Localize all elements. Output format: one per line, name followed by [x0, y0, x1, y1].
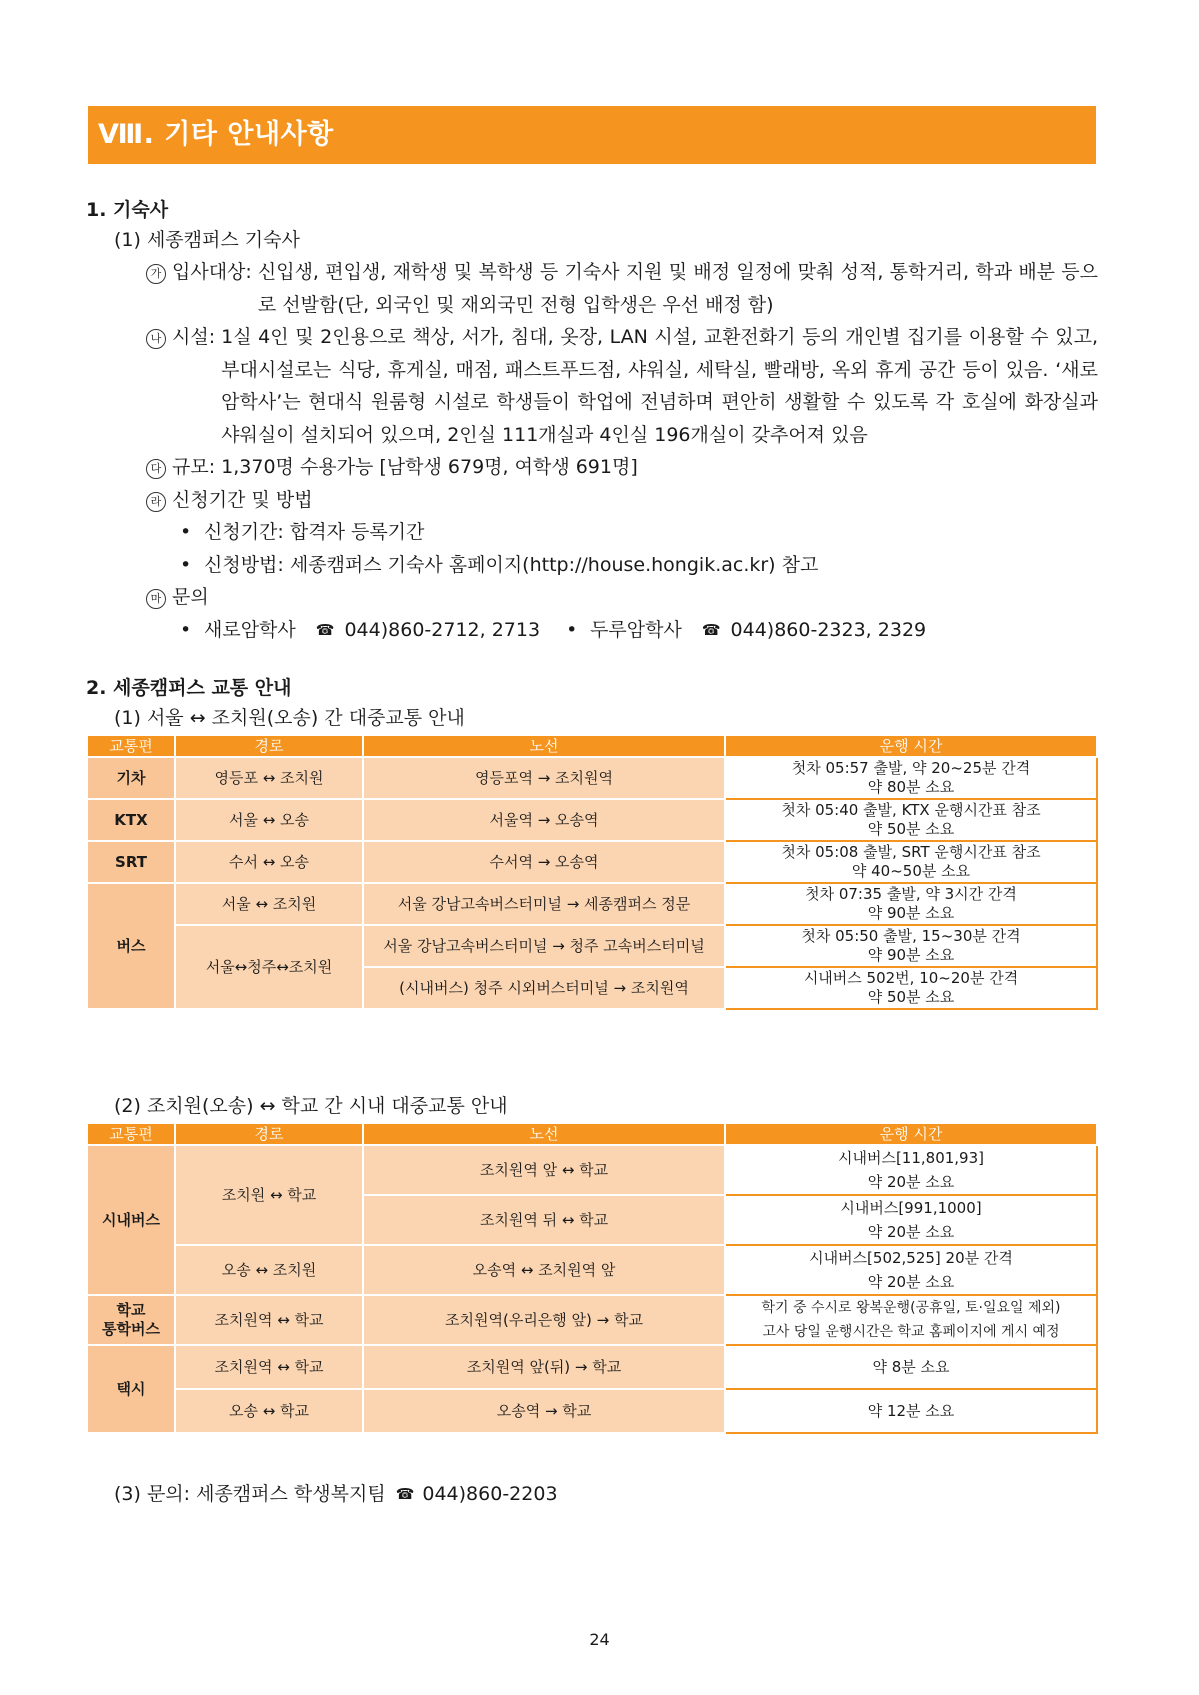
transport-heading: 2. 세종캠퍼스 교통 안내: [86, 677, 292, 699]
circled-marker: 라: [146, 492, 166, 512]
table-row: 서울↔청주↔조치원 서울 강남고속버스터미널 → 청주 고속버스터미널 첫차 05:50 출발, 15~30분 간격 약 90분 소요: [87, 925, 1097, 967]
item-label: 신청기간 및 방법: [172, 488, 313, 511]
dorm-contacts: [86, 614, 1098, 647]
transport-sub2: (2) 조치원(오송) ↔ 학교 간 시내 대중교통 안내: [114, 1095, 508, 1117]
table-row: 시내버스 조치원 ↔ 학교 조치원역 앞 ↔ 학교 시내버스[11,801,93] 약 20분 소요: [87, 1145, 1097, 1195]
local-transport-table: [86, 1122, 1098, 1434]
header-line: 노선: [363, 1123, 725, 1145]
seoul-transport-table: [86, 734, 1098, 1010]
dorm-subheading: (1) 세종캠퍼스 기숙사: [114, 229, 300, 251]
bullet-icon: •: [180, 521, 192, 543]
header-mode: 교통편: [87, 735, 175, 757]
table-row: 택시 조치원역 ↔ 학교 조치원역 앞(뒤) → 학교 약 8분 소요: [87, 1345, 1097, 1389]
contact-name: 새로암학사: [204, 618, 296, 641]
transport-sub1: (1) 서울 ↔ 조치원(오송) 간 대중교통 안내: [114, 707, 465, 729]
dorm-item-application: [86, 484, 1098, 517]
apply-period: • 신청기간: 합격자 등록기간: [86, 516, 1098, 549]
page-content: [86, 196, 1098, 1510]
header-route: 경로: [175, 1123, 363, 1145]
table-row: SRT 수서 ↔ 오송 수서역 → 오송역 첫차 05:08 출발, SRT 운행시간표 참조 약 40~50분 소요: [87, 841, 1097, 883]
phone-icon: ☎: [395, 1485, 415, 1503]
dorm-item-capacity: [86, 451, 1098, 484]
dorm-item-facilities: [86, 321, 1098, 451]
bullet-icon: •: [566, 618, 578, 641]
header-line: 노선: [363, 735, 725, 757]
circled-marker: 마: [146, 589, 166, 609]
table-row: 오송 ↔ 학교 오송역 → 학교 약 12분 소요: [87, 1389, 1097, 1433]
table-row: 버스 서울 ↔ 조치원 서울 강남고속버스터미널 → 세종캠퍼스 정문 첫차 07:35 출발, 약 3시간 간격 약 90분 소요: [87, 883, 1097, 925]
item-label: 입사대상:: [172, 261, 258, 283]
bullet-icon: •: [180, 553, 192, 576]
circled-marker: 다: [146, 459, 166, 479]
header-time: 운행 시간: [725, 735, 1097, 757]
header-route: 경로: [175, 735, 363, 757]
contact-phone: 044)860-2712, 2713: [344, 618, 541, 641]
apply-method: • 신청방법: 세종캠퍼스 기숙사 홈페이지(http://house.hongik.ac.kr) 참고: [86, 549, 1098, 582]
table-row: 학교 통학버스 조치원역 ↔ 학교 조치원역(우리은행 앞) → 학교 학기 중 수시로 왕복운행(공휴일, 토·일요일 제외) 고사 당일 운행시간은 학교 홈페이지에 게시 예정: [87, 1295, 1097, 1345]
contact-phone: 044)860-2323, 2329: [730, 618, 927, 641]
item-text: 1,370명 수용가능 [남학생 679명, 여학생 691명]: [221, 456, 638, 478]
transport-inquiry: (3) 문의: 세종캠퍼스 학생복지팀 ☎ 044)860-2203: [86, 1478, 1098, 1510]
item-text: 1실 4인 및 2인용으로 책상, 서가, 침대, 옷장, LAN 시설, 교환전화기 등의 개인별 집기를 이용할 수 있고, 부대시설로는 식당, 휴게실, 매점, 패스트푸드점, 샤워실, 세탁실, 빨래방, 옥외 휴게 공간 등이 있음. ‘새로암학사’는 현대식 원룸형 시설로 학생들이 학업에 전념하며 편안히 생활할 수 있도록 각 호실에 화장실과 샤워실이 설치되어 있으며, 2인실 111개실과 4인실 196개실이 갖추어져 있음: [221, 326, 1098, 446]
bullet-icon: •: [180, 618, 192, 641]
table-row: (시내버스) 청주 시외버스터미널 → 조치원역 시내버스 502번, 10~20분 간격 약 50분 소요: [87, 967, 1097, 1009]
circled-marker: 나: [146, 329, 166, 349]
contact-name: 두루암학사: [590, 618, 682, 641]
item-text: 신입생, 편입생, 재학생 및 복학생 등 기숙사 지원 및 배정 일정에 맞춰 성적, 통학거리, 학과 배분 등으로 선발함(단, 외국인 및 재외국민 전형 입학생은 우선 배정 함): [257, 261, 1098, 316]
circled-marker: 가: [146, 264, 166, 284]
phone-icon: ☎: [315, 620, 335, 639]
table-row: KTX 서울 ↔ 오송 서울역 → 오송역 첫차 05:40 출발, KTX 운행시간표 참조 약 50분 소요: [87, 799, 1097, 841]
page-number: 24: [589, 1630, 610, 1649]
header-mode: 교통편: [87, 1123, 175, 1145]
table-row: 오송 ↔ 조치원 오송역 ↔ 조치원역 앞 시내버스[502,525] 20분 간격 약 20분 소요: [87, 1245, 1097, 1295]
dorm-item-eligibility: [86, 256, 1098, 321]
item-label: 규모:: [172, 456, 222, 478]
table-row: 조치원역 뒤 ↔ 학교 시내버스[991,1000] 약 20분 소요: [87, 1195, 1097, 1245]
table-row: 기차 영등포 ↔ 조치원 영등포역 → 조치원역 첫차 05:57 출발, 약 20~25분 간격 약 80분 소요: [87, 757, 1097, 799]
section-title: Ⅷ. 기타 안내사항: [88, 106, 1096, 164]
dorm-heading: 1. 기숙사: [86, 199, 169, 221]
item-label: 시설:: [172, 326, 222, 348]
item-label: 문의: [172, 586, 209, 608]
dorm-item-inquiry: [86, 581, 1098, 614]
inquiry-phone: 044)860-2203: [422, 1483, 558, 1505]
phone-icon: ☎: [701, 620, 721, 639]
header-time: 운행 시간: [725, 1123, 1097, 1145]
